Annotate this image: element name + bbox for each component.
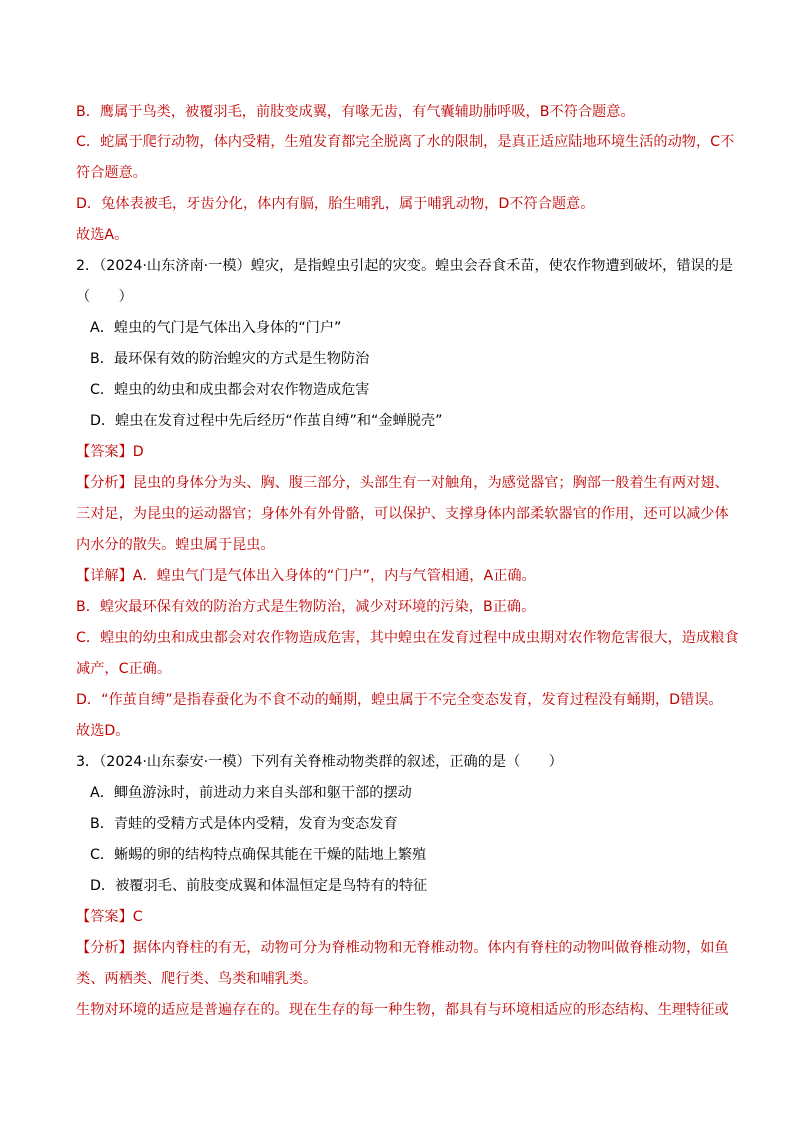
prev-analysis-c-line2: 符合题意。 (76, 165, 147, 181)
question-2-analysis-line3: 内水分的散失。蝗虫属于昆虫。 (76, 537, 275, 553)
question-2-answer (76, 442, 144, 462)
question-2-analysis-line1 (76, 473, 729, 493)
question-3-option-b: B．青蛙的受精方式是体内受精，发育为变态发育 (90, 816, 398, 832)
prev-analysis-b: B．鹰属于鸟类，被覆羽毛，前肢变成翼，有喙无齿，有气囊辅助肺呼吸，B不符合题意。 (76, 104, 635, 120)
question-3-analysis-line3: 生物对环境的适应是普遍存在的。现在生存的每一种生物，都具有与环境相适应的形态结构、生理特征或 (76, 1002, 729, 1018)
answer-tag: 【答案】 (76, 909, 133, 925)
question-2-blank: （ ） (76, 289, 133, 305)
question-2-detail-b: B．蝗灾最环保有效的防治方式是生物防治，减少对环境的污染，B正确。 (76, 599, 536, 615)
question-3-analysis-line2: 类、两栖类、爬行类、鸟类和哺乳类。 (76, 971, 318, 987)
question-2-analysis-line2: 三对足，为昆虫的运动器官；身体外有外骨骼，可以保护、支撑身体内部柔软器官的作用，还可以减少体 (76, 506, 729, 522)
question-2-conclusion: 故选D。 (76, 723, 130, 739)
question-2-detail-d: D．“作茧自缚”是指春蚕化为不食不动的蛹期，蝗虫属于不完全变态发育，发育过程没有蛹期，D错误。 (76, 692, 723, 708)
question-3-answer (76, 907, 143, 927)
analysis-tag: 【分析】 (76, 475, 133, 491)
question-3-analysis-line1 (76, 938, 729, 958)
prev-analysis-c-line1: C．蛇属于爬行动物，体内受精，生殖发育都完全脱离了水的限制，是真正适应陆地环境生活的动物，C不 (76, 134, 735, 150)
question-2-detail-c-line2: 减产，C正确。 (76, 661, 172, 677)
prev-conclusion: 故选A。 (76, 227, 129, 243)
question-3-option-d: D．被覆羽毛、前肢变成翼和体温恒定是鸟特有的特征 (90, 878, 428, 894)
question-2-option-c: C．蝗虫的幼虫和成虫都会对农作物造成危害 (90, 382, 370, 398)
detail-tag: 【详解】 (76, 568, 133, 584)
question-2-stem: 2．（2024·山东济南·一模）蝗灾，是指蝗虫引起的灾变。蝗虫会吞食禾苗，使农作物遭到破坏，错误的是 (76, 258, 734, 274)
prev-analysis-d: D．兔体表被毛，牙齿分化，体内有膈，胎生哺乳，属于哺乳动物，D不符合题意。 (76, 196, 595, 212)
analysis-text: 据体内脊柱的有无，动物可分为脊椎动物和无脊椎动物。体内有脊柱的动物叫做脊椎动物，如鱼 (132, 940, 729, 956)
question-2-option-a: A．蝗虫的气门是气体出入身体的“门户” (90, 320, 342, 336)
question-2-detail-a (76, 566, 536, 586)
question-3-stem: 3．（2024·山东泰安·一模）下列有关脊椎动物类群的叙述，正确的是（ ） (76, 754, 563, 770)
question-3-option-c: C．蜥蜴的卵的结构特点确保其能在干燥的陆地上繁殖 (90, 847, 427, 863)
question-2-detail-c-line1: C．蝗虫的幼虫和成虫都会对农作物造成危害，其中蝗虫在发育过程中成虫期对农作物危害很大，造成粮食 (76, 630, 739, 646)
question-2-option-d: D．蝗虫在发育过程中先后经历“作茧自缚”和“金蝉脱壳” (90, 413, 443, 429)
detail-text: A．蝗虫气门是气体出入身体的“门户”，内与气管相通，A正确。 (132, 568, 536, 584)
question-2-option-b: B．最环保有效的防治蝗灾的方式是生物防治 (90, 351, 370, 367)
question-3-option-a: A．鲫鱼游泳时，前进动力来自头部和躯干部的摆动 (90, 785, 412, 801)
answer-tag: 【答案】 (76, 444, 133, 460)
answer-value: D (132, 444, 144, 460)
answer-value: C (132, 909, 143, 925)
analysis-tag: 【分析】 (76, 940, 133, 956)
analysis-text: 昆虫的身体分为头、胸、腹三部分，头部生有一对触角，为感觉器官；胸部一般着生有两对翅、 (132, 475, 729, 491)
